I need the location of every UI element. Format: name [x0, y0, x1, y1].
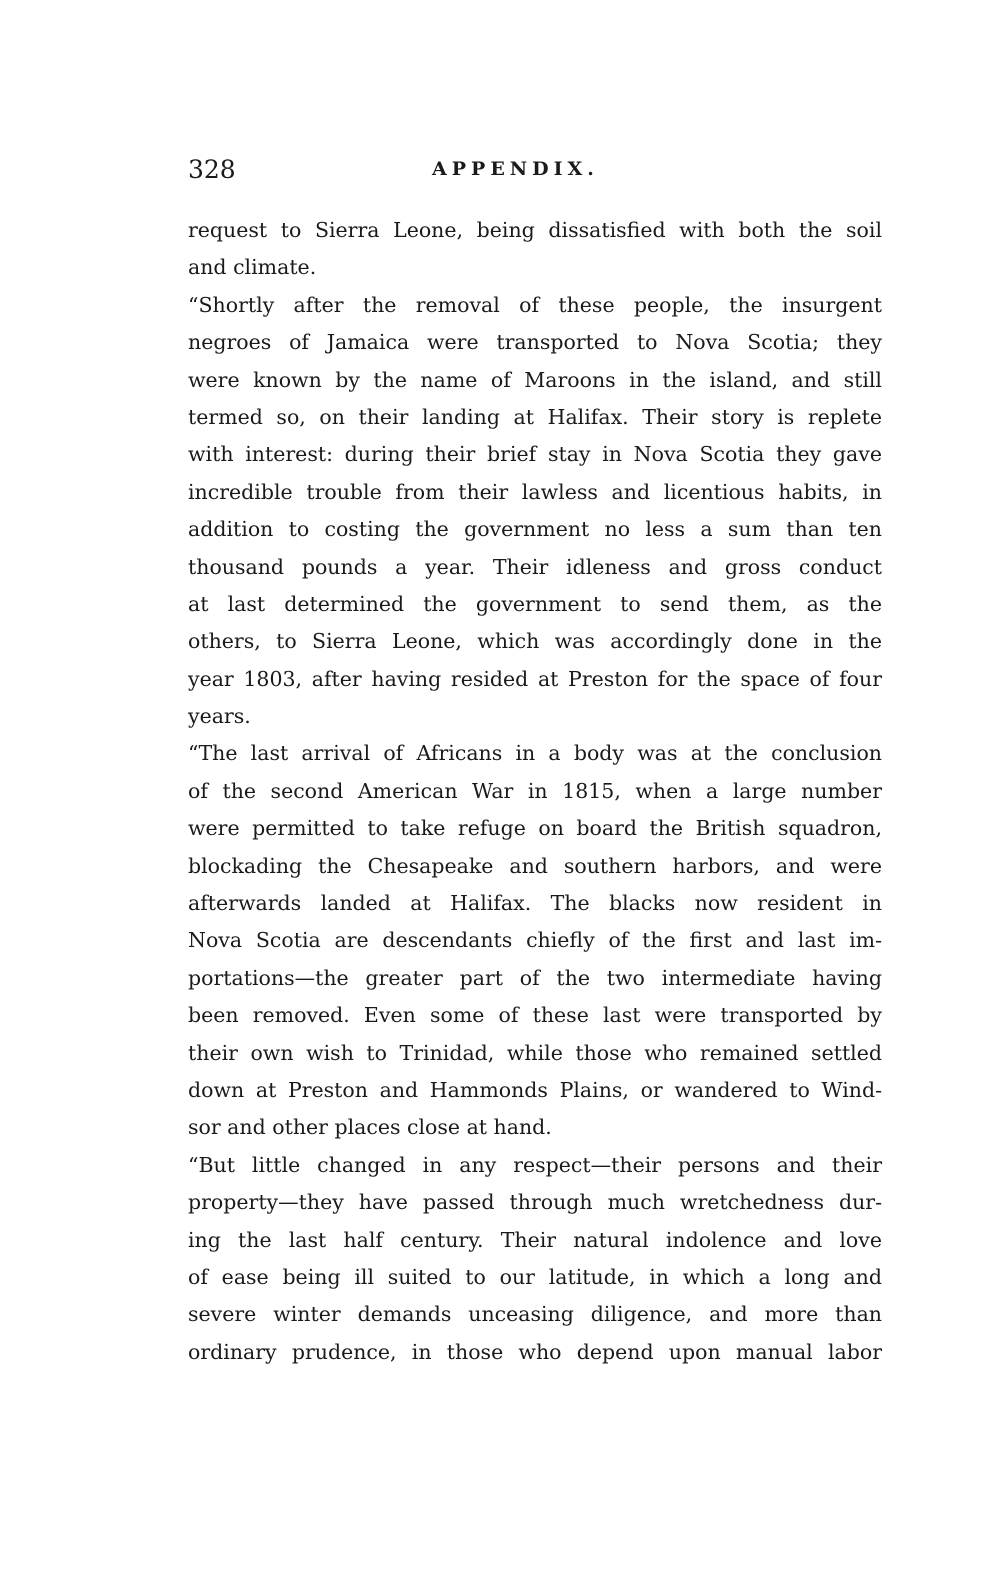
text-line: portations—the greater part of the two intermediate having: [188, 965, 882, 990]
text-line: addition to costing the government no less a sum than ten: [188, 517, 882, 542]
text-line: down at Preston and Hammonds Plains, or wandered to Wind-: [188, 1077, 882, 1102]
text-line: request to Sierra Leone, being dissatisfied with both the soil: [188, 218, 882, 242]
text-line: their own wish to Trinidad, while those who remained settled: [188, 1040, 882, 1065]
text-line: others, to Sierra Leone, which was accordingly done in the: [188, 629, 882, 654]
text-line: negroes of Jamaica were transported to Nova Scotia; they: [188, 330, 882, 355]
text-line: ordinary prudence, in those who depend upon manual labor: [188, 1339, 882, 1364]
text-line: blockading the Chesapeake and southern harbors, and were: [188, 853, 882, 878]
text-line: and climate.: [188, 255, 317, 280]
text-line: were known by the name of Maroons in the island, and still: [188, 367, 882, 392]
running-head: APPENDIX.: [432, 158, 599, 180]
text-line: of ease being ill suited to our latitude, in which a long and: [188, 1264, 882, 1289]
text-line: incredible trouble from their lawless and licentious habits, in: [188, 479, 882, 504]
text-line: severe winter demands unceasing diligence, and more than: [188, 1302, 882, 1327]
text-line: of the second American War in 1815, when a large number: [188, 778, 882, 803]
text-line: property—they have passed through much wretchedness dur-: [188, 1190, 882, 1215]
text-line: sor and other places close at hand.: [188, 1115, 552, 1140]
text-line: at last determined the government to send them, as the: [188, 591, 882, 616]
text-line: been removed. Even some of these last were transported by: [188, 1003, 882, 1028]
text-line: Nova Scotia are descendants chiefly of the first and last im-: [188, 928, 882, 953]
text-line: year 1803, after having resided at Preston for the space of four: [188, 666, 882, 691]
text-line: years.: [188, 704, 251, 729]
text-line: termed so, on their landing at Halifax. Their story is replete: [188, 404, 882, 429]
body-text: [188, 212, 882, 1371]
text-line: “Shortly after the removal of these people, the insurgent: [188, 292, 882, 317]
text-line: “But little changed in any respect—their persons and their: [188, 1152, 882, 1177]
text-line: were permitted to take refuge on board the British squadron,: [188, 816, 882, 841]
text-line: afterwards landed at Halifax. The blacks now resident in: [188, 891, 882, 916]
text-line: “The last arrival of Africans in a body was at the conclusion: [188, 741, 882, 766]
page-number: 328: [188, 155, 236, 184]
text-line: thousand pounds a year. Their idleness and gross conduct: [188, 554, 882, 579]
text-line: with interest: during their brief stay in Nova Scotia they gave: [188, 442, 882, 467]
text-line: ing the last half century. Their natural indolence and love: [188, 1227, 882, 1252]
